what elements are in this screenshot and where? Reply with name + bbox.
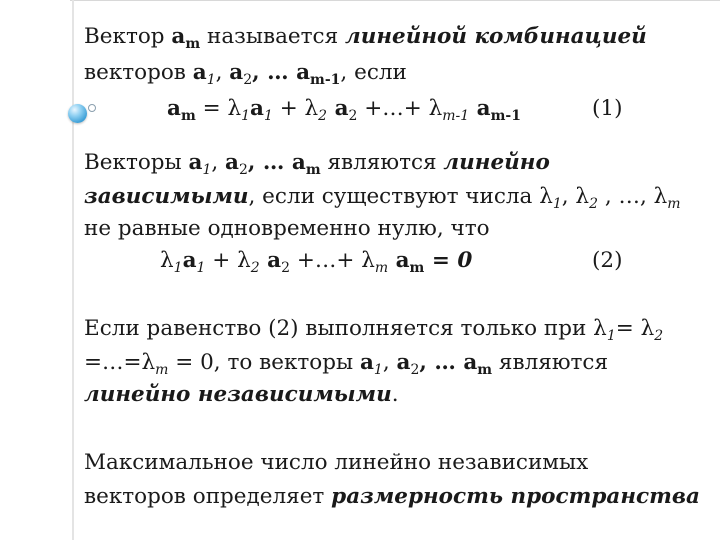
top-divider bbox=[70, 0, 720, 1]
equation-number-2: (2) bbox=[592, 248, 623, 273]
term-linearly: линейно bbox=[443, 150, 550, 175]
p4-line2: векторов определяет размерность пространства bbox=[84, 484, 700, 509]
p2-line1: Векторы $a_1$, $a_2$, … $a_m$ являются линейно bbox=[84, 150, 550, 178]
term-dependent: зависимыми bbox=[84, 184, 249, 209]
left-frame-line bbox=[72, 0, 74, 540]
vector-am: a bbox=[171, 24, 186, 49]
p2-line2: зависимыми, если существуют числа $\lambda_1$, $\lambda_2$ , …, $\lambda_m$ bbox=[84, 184, 681, 212]
p4-line1: Максимальное число линейно независимых bbox=[84, 450, 589, 475]
term-linearly-independent: линейно независимыми bbox=[84, 382, 392, 407]
term-space-dimension: размерность пространства bbox=[331, 484, 700, 509]
small-ring-bullet-icon bbox=[88, 104, 96, 112]
equation-number-1: (1) bbox=[592, 96, 623, 121]
p3-line1: Если равенство (2) выполняется только при $\lambda_1= \lambda_2$ bbox=[84, 316, 664, 344]
p3-line2: $=\dots=\lambda_m = 0$, то векторы $a_1$, $a_2$, … $a_m$ являются bbox=[84, 350, 609, 378]
term-linear-combination: линейной комбинацией bbox=[344, 24, 647, 49]
formula-1: $a_m = \lambda_1a_1 + \lambda_2$ $a_2$ +…+ $\lambda_{m-1}$ $a_{m-1}$ bbox=[167, 96, 521, 124]
p3-line3: линейно независимыми. bbox=[84, 382, 399, 407]
blue-bullet-orb-icon bbox=[68, 104, 87, 123]
p1-line1: Вектор $a_m$ называется линейной комбинацией bbox=[84, 24, 647, 52]
p2-line3: не равные одновременно нулю, что bbox=[84, 216, 490, 241]
p1-line2: векторов $a_1$, $a_2$, … $a_{m-1}$, если bbox=[84, 60, 407, 88]
formula-2: $\lambda_1a_1 + \lambda_2$ $a_2$ +…+ $\lambda_m$ $a_m = 0$ bbox=[160, 248, 473, 276]
